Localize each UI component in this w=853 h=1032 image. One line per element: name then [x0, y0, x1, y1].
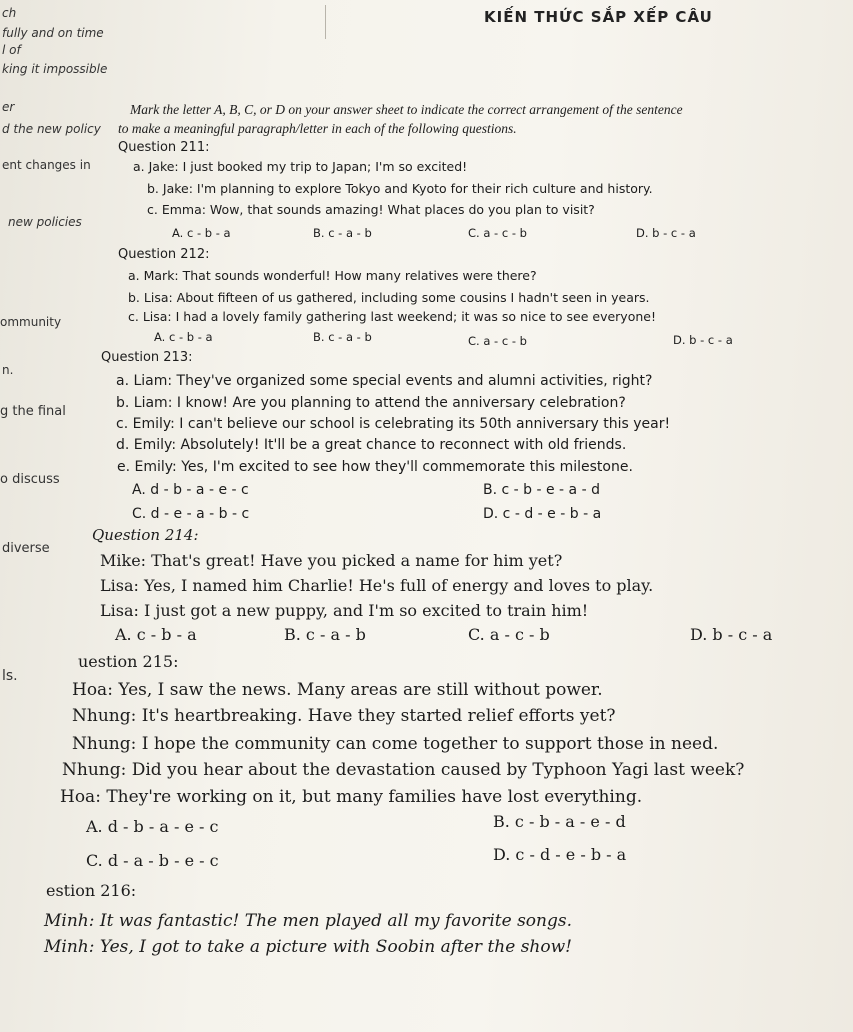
- q216-sentence-a: Minh: It was fantastic! The men played all my favorite songs.: [44, 911, 573, 931]
- q213-option-c[interactable]: C. d - e - a - b - c: [132, 506, 250, 522]
- margin-fragment: g the final: [0, 404, 66, 419]
- q211-sentence-c: c. Emma: Wow, that sounds amazing! What places do you plan to visit?: [147, 202, 595, 217]
- q214-option-d[interactable]: D. b - c - a: [690, 625, 773, 644]
- q211-option-a[interactable]: A. c - b - a: [172, 226, 231, 240]
- question-214-label: Question 214:: [92, 526, 199, 544]
- q213-sentence-e: e. Emily: Yes, I'm excited to see how they'll commemorate this milestone.: [117, 459, 633, 475]
- q212-sentence-c: c. Lisa: I had a lovely family gathering last weekend; it was so nice to see everyone!: [128, 309, 656, 324]
- q216-sentence-b: Minh: Yes, I got to take a picture with Soobin after the show!: [44, 937, 572, 957]
- q215-option-b[interactable]: B. c - b - a - e - d: [493, 812, 626, 831]
- margin-fragment: er: [2, 100, 15, 114]
- q212-sentence-b: b. Lisa: About fifteen of us gathered, including some cousins I hadn't seen in years.: [128, 290, 650, 305]
- q212-option-c[interactable]: C. a - c - b: [468, 334, 527, 348]
- q211-option-c[interactable]: C. a - c - b: [468, 226, 527, 240]
- question-215-label: uestion 215:: [78, 652, 179, 671]
- q211-option-d[interactable]: D. b - c - a: [636, 226, 696, 240]
- q212-option-d[interactable]: D. b - c - a: [673, 333, 733, 347]
- question-211-label: Question 211:: [118, 140, 210, 155]
- q213-sentence-b: b. Liam: I know! Are you planning to attend the anniversary celebration?: [116, 395, 626, 411]
- q211-sentence-b: b. Jake: I'm planning to explore Tokyo and Kyoto for their rich culture and history.: [147, 181, 653, 196]
- margin-fragment: l of: [2, 43, 21, 57]
- q213-sentence-d: d. Emily: Absolutely! It'll be a great chance to reconnect with old friends.: [116, 437, 627, 453]
- q215-option-d[interactable]: D. c - d - e - b - a: [493, 845, 627, 864]
- q214-option-c[interactable]: C. a - c - b: [468, 625, 550, 644]
- q212-option-b[interactable]: B. c - a - b: [313, 330, 372, 344]
- q215-option-a[interactable]: A. d - b - a - e - c: [86, 817, 219, 836]
- q215-sentence-b: Nhung: It's heartbreaking. Have they started relief efforts yet?: [72, 706, 616, 726]
- q213-option-b[interactable]: B. c - b - e - a - d: [483, 482, 600, 498]
- margin-fragment: fully and on time: [2, 26, 104, 40]
- column-divider: [325, 5, 326, 39]
- q213-sentence-c: c. Emily: I can't believe our school is celebrating its 50th anniversary this year!: [116, 416, 671, 432]
- q213-option-a[interactable]: A. d - b - a - e - c: [132, 482, 249, 498]
- question-212-label: Question 212:: [118, 247, 210, 262]
- q215-option-c[interactable]: C. d - a - b - e - c: [86, 851, 219, 870]
- q211-sentence-a: a. Jake: I just booked my trip to Japan; I'm so excited!: [133, 159, 468, 174]
- q215-sentence-e: Hoa: They're working on it, but many families have lost everything.: [60, 787, 643, 807]
- q214-sentence-c: Lisa: I just got a new puppy, and I'm so excited to train him!: [100, 601, 589, 620]
- margin-fragment: ch: [2, 6, 17, 20]
- q214-option-b[interactable]: B. c - a - b: [284, 625, 366, 644]
- margin-fragment: ommunity: [0, 315, 62, 329]
- q212-sentence-a: a. Mark: That sounds wonderful! How many relatives were there?: [128, 268, 537, 283]
- q212-option-a[interactable]: A. c - b - a: [154, 330, 213, 344]
- question-216-label: estion 216:: [46, 881, 137, 900]
- instruction-line-1: Mark the letter A, B, C, or D on your answer sheet to indicate the correct arrangement of the sentence: [130, 102, 683, 117]
- page-heading: KIẾN THỨC SẮP XẾP CÂU: [484, 8, 713, 26]
- q215-sentence-a: Hoa: Yes, I saw the news. Many areas are still without power.: [72, 680, 603, 700]
- q214-sentence-a: Mike: That's great! Have you picked a name for him yet?: [100, 551, 563, 570]
- margin-fragment: n.: [2, 363, 14, 377]
- q213-option-d[interactable]: D. c - d - e - b - a: [483, 506, 602, 522]
- margin-fragment: ent changes in: [2, 158, 91, 172]
- instruction-line-2: to make a meaningful paragraph/letter in each of the following questions.: [118, 121, 517, 136]
- q211-option-b[interactable]: B. c - a - b: [313, 226, 372, 240]
- q214-sentence-b: Lisa: Yes, I named him Charlie! He's full of energy and loves to play.: [100, 576, 654, 595]
- margin-fragment: diverse: [2, 541, 50, 556]
- margin-fragment: o discuss: [0, 472, 60, 487]
- margin-fragment: king it impossible: [2, 62, 108, 76]
- margin-fragment: ls.: [2, 668, 18, 684]
- question-213-label: Question 213:: [101, 350, 193, 365]
- q215-sentence-c: Nhung: I hope the community can come together to support those in need.: [72, 734, 719, 754]
- q215-sentence-d: Nhung: Did you hear about the devastation caused by Typhoon Yagi last week?: [62, 760, 745, 780]
- margin-fragment: new policies: [8, 215, 82, 229]
- q214-option-a[interactable]: A. c - b - a: [115, 625, 197, 644]
- q213-sentence-a: a. Liam: They've organized some special events and alumni activities, right?: [116, 373, 653, 389]
- margin-fragment: d the new policy: [2, 122, 101, 136]
